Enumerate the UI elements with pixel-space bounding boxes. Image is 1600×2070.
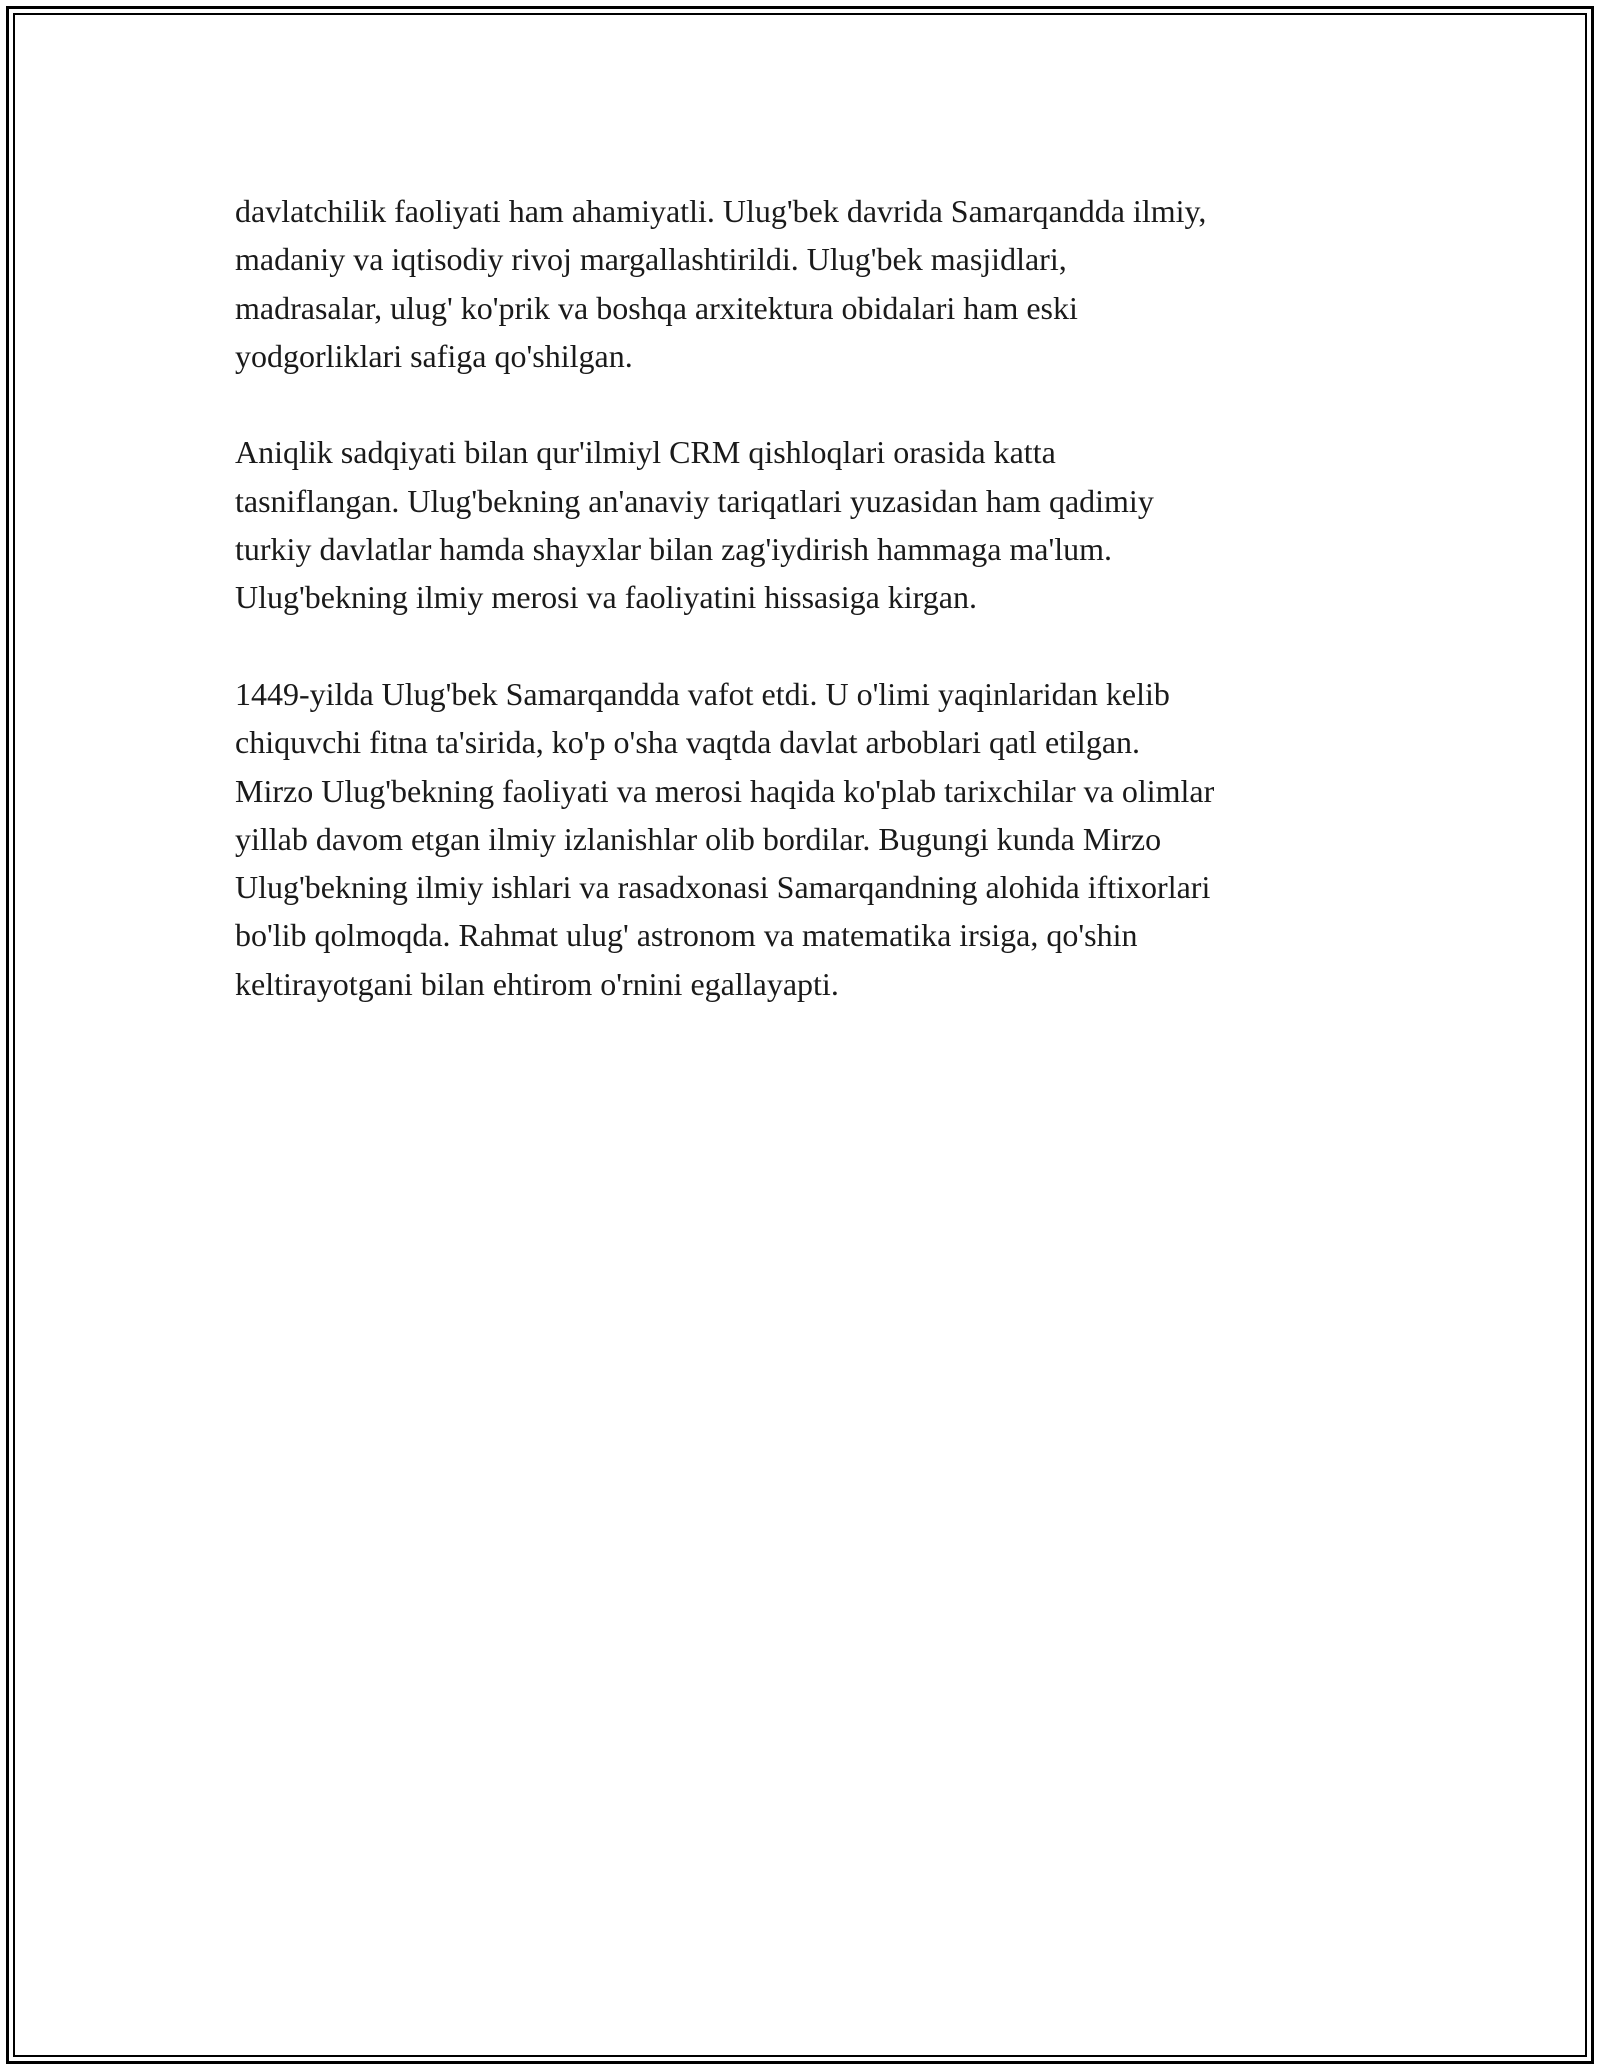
text-line: madrasalar, ulug' ko'prik va boshqa arxitektura obidalari ham eski xyxy=(235,289,1078,326)
paragraph xyxy=(235,670,1365,1008)
text-line: yodgorliklari safiga qo'shilgan. xyxy=(235,337,633,374)
text-line: Mirzo Ulug'bekning faoliyati va merosi haqida ko'plab tarixchilar va olimlar xyxy=(235,772,1215,809)
text-line: 1449-yilda Ulug'bek Samarqandda vafot etdi. U o'limi yaqinlaridan kelib xyxy=(235,675,1170,712)
text-line: chiquvchi fitna ta'sirida, ko'p o'sha vaqtda davlat arboblari qatl etilgan. xyxy=(235,724,1141,761)
paragraph xyxy=(235,428,1365,621)
document-body xyxy=(235,187,1365,1056)
text-line: Aniqlik sadqiyati bilan qur'ilmiyl CRM qishloqlari orasida katta xyxy=(235,434,1056,471)
paragraph xyxy=(235,187,1365,380)
text-line: madaniy va iqtisodiy rivoj margallashtirildi. Ulug'bek masjidlari, xyxy=(235,241,1067,278)
text-line: tasniflangan. Ulug'bekning an'anaviy tariqatlari yuzasidan ham qadimiy xyxy=(235,482,1154,519)
text-line: yillab davom etgan ilmiy izlanishlar olib bordilar. Bugungi kunda Mirzo xyxy=(235,820,1162,857)
text-line: Ulug'bekning ilmiy ishlari va rasadxonasi Samarqandning alohida iftixorlari xyxy=(235,869,1211,906)
text-line: bo'lib qolmoqda. Rahmat ulug' astronom va matematika irsiga, qo'shin xyxy=(235,917,1138,954)
text-line: davlatchilik faoliyati ham ahamiyatli. Ulug'bek davrida Samarqandda ilmiy, xyxy=(235,193,1207,229)
text-line: keltirayotgani bilan ehtirom o'rnini egallayapti. xyxy=(235,965,839,1002)
text-line: Ulug'bekning ilmiy merosi va faoliyatini hissasiga kirgan. xyxy=(235,579,977,616)
text-line: turkiy davlatlar hamda shayxlar bilan zag'iydirish hammaga ma'lum. xyxy=(235,531,1113,568)
